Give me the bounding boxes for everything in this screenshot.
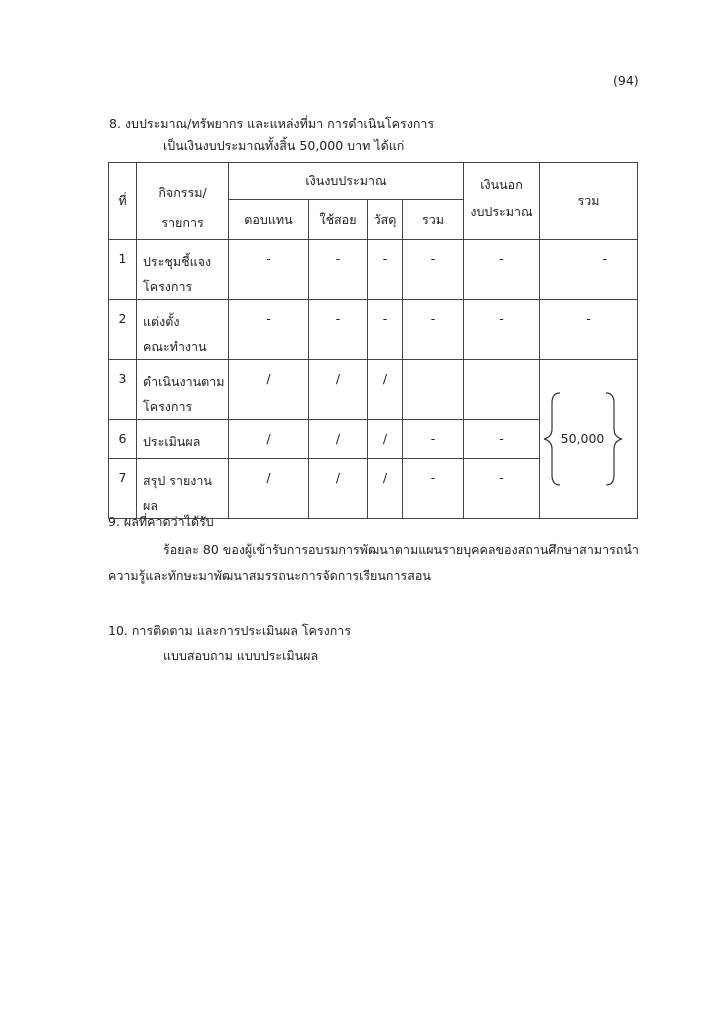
header-total: รวม xyxy=(540,163,638,240)
grand-total-cell xyxy=(540,360,638,519)
section-9-paragraph-line1: ร้อยละ 80 ของผู้เข้ารับการอบรมการพัฒนาตามแผนรายบุคคลของสถานศึกษาสามารถนำ xyxy=(163,542,639,557)
row-material: - xyxy=(368,240,403,300)
header-offbudget-line2: งบประมาณ xyxy=(470,204,533,219)
row-activity-line1: ประเมินผล xyxy=(143,434,201,449)
row-material: / xyxy=(368,459,403,519)
header-offbudget-line1: เงินนอก xyxy=(480,177,523,192)
row-activity-line2: โครงการ xyxy=(143,399,193,414)
row-no: 7 xyxy=(109,459,137,519)
row-expense: / xyxy=(309,360,368,420)
section-9-paragraph-line2: ความรู้และทักษะมาพัฒนาสมรรถนะการจัดการเรียนการสอน xyxy=(108,568,431,583)
row-offbudget: - xyxy=(464,459,540,519)
row-compensation: - xyxy=(229,300,309,360)
row-activity-line1: แต่งตั้ง xyxy=(143,314,180,329)
row-no: 6 xyxy=(109,420,137,459)
grand-total-value: 50,000 xyxy=(560,431,605,446)
row-budget-total: - xyxy=(403,240,464,300)
section-9-heading: 9. ผลที่คาดว่าได้รับ xyxy=(108,514,214,529)
brace-group xyxy=(540,389,637,489)
row-budget-total xyxy=(403,360,464,420)
header-activity xyxy=(137,163,229,240)
row-activity-line2: ผล xyxy=(143,498,158,513)
row-activity-line1: ดำเนินงานตาม xyxy=(143,374,225,389)
header-expense: ใช้สอย xyxy=(309,200,368,240)
row-offbudget xyxy=(464,360,540,420)
header-activity-line1: กิจกรรม/ xyxy=(158,185,207,200)
budget-table xyxy=(108,162,638,519)
row-activity-line2: คณะทำงาน xyxy=(143,339,207,354)
row-no: 3 xyxy=(109,360,137,420)
header-activity-line2: รายการ xyxy=(161,215,204,230)
table-row xyxy=(109,240,638,300)
header-compensation: ตอบแทน xyxy=(229,200,309,240)
section-8-subtitle: เป็นเงินงบประมาณทั้งสิ้น 50,000 บาท ได้แก่ xyxy=(163,138,405,153)
row-total: - xyxy=(540,300,638,360)
header-budget-group: เงินงบประมาณ xyxy=(229,163,464,200)
row-activity-line1: สรุป รายงาน xyxy=(143,473,212,488)
row-material: - xyxy=(368,300,403,360)
row-activity xyxy=(137,420,229,459)
page-number: (94) xyxy=(613,73,639,88)
row-compensation: / xyxy=(229,459,309,519)
row-activity xyxy=(137,360,229,420)
row-offbudget: - xyxy=(464,300,540,360)
table-row xyxy=(109,360,638,420)
row-expense: - xyxy=(309,240,368,300)
row-compensation: / xyxy=(229,420,309,459)
header-material: วัสดุ xyxy=(368,200,403,240)
row-material: / xyxy=(368,360,403,420)
row-expense: / xyxy=(309,420,368,459)
header-offbudget xyxy=(464,163,540,240)
row-compensation: - xyxy=(229,240,309,300)
row-activity xyxy=(137,300,229,360)
row-budget-total: - xyxy=(403,459,464,519)
row-compensation: / xyxy=(229,360,309,420)
table-row xyxy=(109,300,638,360)
header-no: ที่ xyxy=(109,163,137,240)
section-8-heading: 8. งบประมาณ/ทรัพยากร และแหล่งที่มา การดำเนินโครงการ xyxy=(109,116,435,131)
row-offbudget: - xyxy=(464,240,540,300)
section-10-paragraph: แบบสอบถาม แบบประเมินผล xyxy=(163,648,319,663)
table-header-row xyxy=(109,163,638,200)
row-material: / xyxy=(368,420,403,459)
header-budget-total: รวม xyxy=(403,200,464,240)
row-total: - xyxy=(540,240,638,300)
row-activity-line1: ประชุมชี้แจง xyxy=(143,254,212,269)
row-budget-total: - xyxy=(403,420,464,459)
row-offbudget: - xyxy=(464,420,540,459)
row-expense: - xyxy=(309,300,368,360)
section-10-heading: 10. การติดตาม และการประเมินผล โครงการ xyxy=(108,623,352,638)
row-activity xyxy=(137,240,229,300)
row-no: 2 xyxy=(109,300,137,360)
row-activity-line2: โครงการ xyxy=(143,279,193,294)
row-expense: / xyxy=(309,459,368,519)
row-budget-total: - xyxy=(403,300,464,360)
row-activity xyxy=(137,459,229,519)
row-no: 1 xyxy=(109,240,137,300)
